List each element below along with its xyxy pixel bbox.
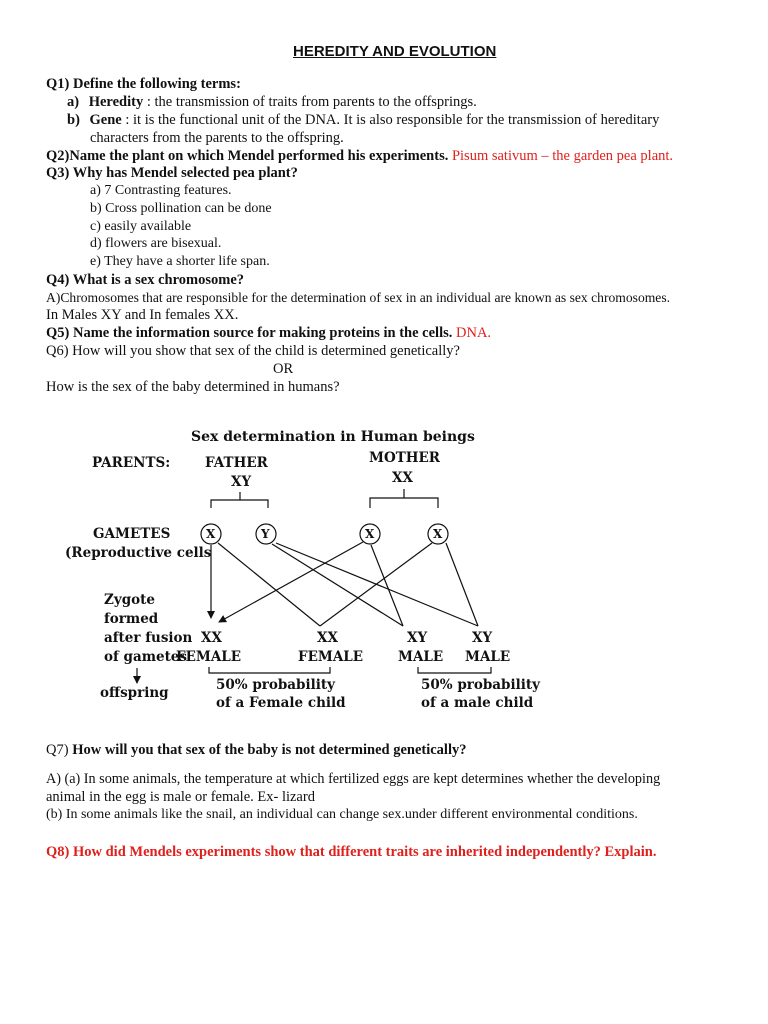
q7-prefix: Q7): [46, 742, 73, 758]
q3-item-e: e) They have a shorter life span.: [90, 254, 270, 269]
zygote-4-genotype: XY: [472, 630, 493, 646]
q1-question: Q1) Define the following terms:: [46, 76, 241, 92]
q7-question: How will you that sex of the baby is not determined genetically?: [72, 742, 467, 758]
zygote-line-2: formed: [104, 611, 159, 627]
q7-answer-a2: animal in the egg is male or female. Ex- lizard: [46, 789, 315, 805]
q7-answer-a1: A) (a) In some animals, the temperature at which fertilized eggs are kept determines whether the developing: [46, 771, 661, 787]
q6-or: OR: [273, 361, 294, 377]
gamete-x-mother-2: X: [433, 527, 443, 541]
q3-item-c: c) easily available: [90, 219, 192, 234]
zygote-2-sex: FEMALE: [298, 649, 364, 665]
zygote-1-genotype: XX: [201, 630, 222, 646]
zygote-3-genotype: XY: [407, 630, 428, 646]
q3-item-d: d) flowers are bisexual.: [90, 236, 222, 251]
q3-item-b: b) Cross pollination can be done: [90, 201, 272, 216]
mother-label: MOTHER: [369, 450, 441, 466]
q3-question: Q3) Why has Mendel selected pea plant?: [46, 165, 298, 181]
q1-b-label: b): [67, 112, 80, 128]
mother-genotype: XX: [392, 470, 413, 486]
q7: [46, 743, 467, 758]
q5-answer: DNA.: [452, 325, 492, 341]
q8-question: Q8) How did Mendels experiments show that different traits are inherited independently? Explain.: [46, 844, 657, 860]
gametes-label: GAMETES: [93, 526, 171, 542]
q7-answer-b: (b) In some animals like the snail, an individual can change sex.under different environmental conditions.: [46, 807, 638, 822]
father-label: FATHER: [205, 455, 268, 471]
parents-label: PARENTS:: [92, 455, 171, 471]
q6-question-2: How is the sex of the baby determined in humans?: [46, 379, 340, 395]
diagram-title: Sex determination in Human beings: [191, 429, 475, 445]
q1-a-term: Heredity: [88, 94, 144, 110]
q4-answer-2: In Males XY and In females XX.: [46, 307, 239, 323]
female-prob-2: of a Female child: [216, 695, 346, 711]
q4-question: Q4) What is a sex chromosome?: [46, 272, 245, 288]
gametes-sublabel: (Reproductive cells: [65, 545, 212, 561]
q1-a-def: : the transmission of traits from parents to the offsprings.: [143, 94, 477, 110]
q2-question: Q2)Name the plant on which Mendel performed his experiments.: [46, 148, 449, 164]
zygote-line-1: Zygote: [104, 592, 155, 608]
zygote-line-4: of gametes: [104, 649, 187, 665]
gamete-x-father: X: [206, 527, 216, 541]
zygote-2-genotype: XX: [317, 630, 338, 646]
q2-answer: Pisum sativum – the garden pea plant.: [448, 148, 674, 164]
q6-question: Q6) How will you show that sex of the child is determined genetically?: [46, 343, 460, 359]
gamete-y-father: Y: [261, 527, 270, 541]
male-prob-2: of a male child: [421, 695, 534, 711]
q1-b-term: Gene: [89, 112, 122, 128]
q3-item-a: a) 7 Contrasting features.: [90, 183, 232, 198]
father-genotype: XY: [231, 474, 252, 490]
q1-a-label: a): [67, 94, 80, 110]
q1-b-def-cont: characters from the parents to the offspring.: [90, 130, 344, 146]
female-prob-1: 50% probability: [216, 677, 335, 693]
q1-b-def: : it is the functional unit of the DNA. It is also responsible for the transmission of hereditary: [121, 112, 660, 128]
page-title: HEREDITY AND EVOLUTION: [293, 43, 497, 60]
gamete-x-mother-1: X: [365, 527, 375, 541]
q4-answer-1: A)Chromosomes that are responsible for the determination of sex in an individual are known as sex chromosomes.: [46, 290, 671, 305]
zygote-3-sex: MALE: [398, 649, 444, 665]
zygote-1-sex: FEMALE: [176, 649, 242, 665]
zygote-line-3: after fusion: [104, 630, 193, 646]
male-prob-1: 50% probability: [421, 677, 540, 693]
q5-question: Q5) Name the information source for making proteins in the cells.: [46, 325, 453, 341]
offspring-label: offspring: [100, 685, 169, 701]
zygote-4-sex: MALE: [465, 649, 511, 665]
